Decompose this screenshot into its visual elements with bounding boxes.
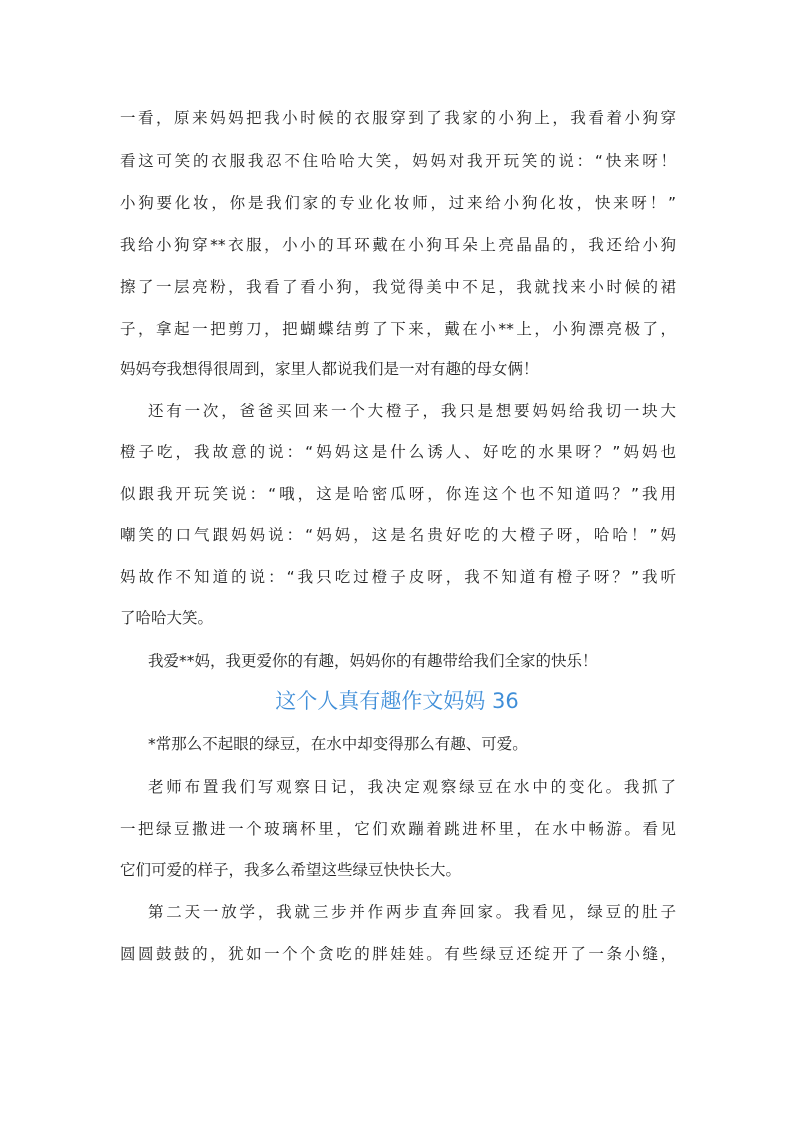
- text-line: 嘲笑的口气跟妈妈说：“妈妈，这是名贵好吃的大橙子呀，哈哈！”妈: [120, 526, 676, 544]
- text-line: 第二天一放学，我就三步并作两步直奔回家。我看见，绿豆的肚子: [148, 903, 676, 921]
- text-line: 似跟我开玩笑说：“哦，这是哈密瓜呀，你连这个也不知道吗？”我用: [120, 485, 676, 503]
- text-line: 小狗要化妆，你是我们家的专业化妆师，过来给小狗化妆，快来呀！”: [120, 194, 676, 212]
- text-line: 圆圆鼓鼓的，犹如一个个贪吃的胖娃娃。有些绿豆还绽开了一条小缝，: [120, 945, 676, 963]
- text-line: 还有一次，爸爸买回来一个大橙子，我只是想要妈妈给我切一块大: [148, 402, 676, 420]
- text-line: 一把绿豆撒进一个玻璃杯里，它们欢蹦着跳进杯里，在水中畅游。看见: [120, 820, 676, 838]
- text-line: 了哈哈大笑。: [120, 609, 214, 627]
- text-line: 看这可笑的衣服我忍不住哈哈大笑，妈妈对我开玩笑的说：“快来呀！: [120, 152, 676, 170]
- text-line: 子，拿起一把剪刀，把蝴蝶结剪了下来，戴在小**上，小狗漂亮极了，: [120, 320, 676, 338]
- text-line: 老师布置我们写观察日记，我决定观察绿豆在水中的变化。我抓了: [148, 778, 676, 796]
- section-heading: 这个人真有趣作文妈妈 36: [275, 689, 519, 713]
- text-line: 妈妈夸我想得很周到，家里人都说我们是一对有趣的母女俩！: [120, 360, 539, 378]
- text-line: 擦了一层亮粉，我看了看小狗，我觉得美中不足，我就找来小时候的裙: [120, 278, 676, 296]
- text-line: 我爱**妈，我更爱你的有趣，妈妈你的有趣带给我们全家的快乐！: [148, 652, 598, 670]
- text-line: 妈故作不知道的说：“我只吃过橙子皮呀，我不知道有橙子呀？”我听: [120, 568, 676, 586]
- text-line: 橙子吃，我故意的说：“妈妈这是什么诱人、好吃的水果呀？”妈妈也: [120, 443, 676, 461]
- text-line: 它们可爱的样子，我多么希望这些绿豆快快长大。: [120, 861, 462, 879]
- text-line: 我给小狗穿**衣服，小小的耳环戴在小狗耳朵上亮晶晶的，我还给小狗: [120, 236, 676, 254]
- text-line: *常那么不起眼的绿豆，在水中却变得那么有趣、可爱。: [148, 735, 528, 753]
- text-line: 一看，原来妈妈把我小时候的衣服穿到了我家的小狗上，我看着小狗穿: [120, 109, 676, 127]
